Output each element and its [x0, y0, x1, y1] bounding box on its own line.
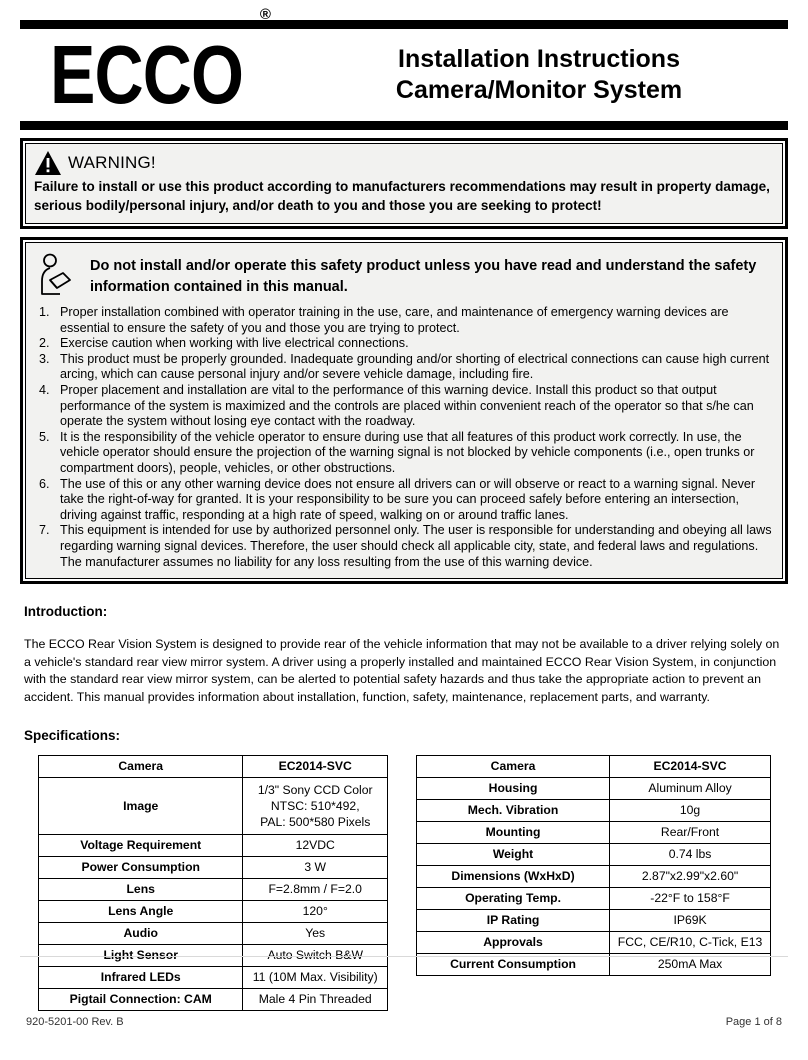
- table-cell-key: Weight: [417, 844, 610, 866]
- table-cell-key: Pigtail Connection: CAM: [39, 989, 243, 1011]
- safety-list-item: Exercise caution when working with live electrical connections.: [60, 336, 409, 351]
- table-cell-value: 2.87"x2.99"x2.60": [610, 866, 771, 888]
- safety-heading: Do not install and/or operate this safety product unless you have read and understand the safety information contained in this manual.: [90, 258, 757, 295]
- table-cell-value: 120°: [243, 901, 388, 923]
- table-cell-value: Aluminum Alloy: [610, 778, 771, 800]
- document-header: [20, 6, 788, 121]
- table-row: [417, 778, 771, 800]
- table-cell-value: 1/3" Sony CCD Color NTSC: 510*492, PAL: 500*580 Pixels: [243, 778, 388, 835]
- table-row: [39, 989, 388, 1011]
- table-cell-key: IP Rating: [417, 910, 610, 932]
- table-row: [417, 932, 771, 954]
- warning-panel: [20, 138, 788, 229]
- table-cell-key: Mounting: [417, 822, 610, 844]
- title-line-1: Installation Instructions: [398, 45, 680, 73]
- table-row: [39, 879, 388, 901]
- table-cell-key: Approvals: [417, 932, 610, 954]
- header-bottom-rule: [20, 121, 788, 130]
- table-cell-key: Operating Temp.: [417, 888, 610, 910]
- safety-list: [34, 305, 774, 570]
- table-cell-value: Rear/Front: [610, 822, 771, 844]
- safety-list-item: This equipment is intended for use by authorized personnel only. The user is responsible for understanding and obeying all laws regarding warning signal devices. Therefore, the user should check all applicable city, state, and federal laws and regulations. The manufacturer assumes no liability for any loss resulting from the use of this warning device.: [60, 523, 772, 569]
- specifications-heading: Specifications:: [24, 728, 121, 744]
- safety-list-item: This product must be properly grounded. Inadequate grounding and/or shorting of electrical connections can cause high current arcing, which can cause personal injury and/or severe vehicle damage, including fire.: [60, 351, 770, 382]
- logo-wordmark: ECCO: [50, 27, 244, 121]
- table-cell-value: IP69K: [610, 910, 771, 932]
- page-title: [322, 44, 786, 106]
- right-spec-table: [416, 755, 771, 976]
- table-row: [39, 901, 388, 923]
- safety-list-item: Proper installation combined with operator training in the use, care, and maintenance of emergency warning devices are essential to ensure the safety of you and those you are trying to protect.: [60, 305, 729, 335]
- table-cell-key: Housing: [417, 778, 610, 800]
- page-number: Page 1 of 8: [725, 1016, 782, 1028]
- table-cell-value: 11 (10M Max. Visibility): [243, 967, 388, 989]
- table-row: [417, 866, 771, 888]
- warning-label: WARNING!: [68, 153, 156, 172]
- safety-list-item: Proper placement and installation are vital to the performance of this warning device. Install this product so that output performance of the system is maximized and the controls are placed within convenient reach of the operator so that s/he can operate the system without losing eye contact with the roadway.: [60, 382, 754, 429]
- table-cell-key: Lens: [39, 879, 243, 901]
- table-cell-value: Yes: [243, 923, 388, 945]
- table-cell-key: Lens Angle: [39, 901, 243, 923]
- table-row: [39, 967, 388, 989]
- table-cell-key: Audio: [39, 923, 243, 945]
- table-cell-value: 12VDC: [243, 835, 388, 857]
- table-cell-key: Current Consumption: [417, 954, 610, 976]
- left-spec-table-body: [39, 756, 388, 1011]
- table-header-row: [417, 756, 771, 778]
- left-spec-table: [38, 755, 388, 1011]
- table-row: [39, 923, 388, 945]
- table-row: [417, 822, 771, 844]
- page-footer: [20, 1016, 788, 1028]
- title-line-2: Camera/Monitor System: [395, 76, 683, 104]
- table-cell-key: Dimensions (WxHxD): [417, 866, 610, 888]
- table-header-row: [39, 756, 388, 778]
- warning-triangle-icon: [34, 150, 62, 176]
- table-row: [417, 800, 771, 822]
- table-row: [417, 888, 771, 910]
- table-cell-value: 250mA Max: [610, 954, 771, 976]
- registered-trademark-icon: ®: [259, 6, 271, 23]
- read-manual-icon: [38, 253, 72, 299]
- right-spec-table-wrap: [416, 755, 771, 1011]
- table-cell-key: Mech. Vibration: [417, 800, 610, 822]
- warning-header: [34, 150, 774, 176]
- table-cell-value: FCC, CE/R10, C-Tick, E13: [610, 932, 771, 954]
- table-header-cell: Camera: [417, 756, 610, 778]
- table-row: [417, 844, 771, 866]
- table-cell-value: 10g: [610, 800, 771, 822]
- specifications-tables: [20, 755, 788, 1011]
- safety-list-item: The use of this or any other warning device does not ensure all drivers can or will observe or react to a warning signal. Never take the right-of-way for granted. It is your responsibility to be sure you can proceed safely before entering an intersection, driving against traffic, responding at a high rate of speed, walking on or around traffic lanes.: [60, 476, 756, 522]
- table-cell-key: Power Consumption: [39, 857, 243, 879]
- table-cell-value: Male 4 Pin Threaded: [243, 989, 388, 1011]
- table-cell-value: F=2.8mm / F=2.0: [243, 879, 388, 901]
- left-spec-table-wrap: [38, 755, 388, 1011]
- table-cell-value: -22°F to 158°F: [610, 888, 771, 910]
- safety-list-item: It is the responsibility of the vehicle operator to ensure during use that all features of this product work correctly. In use, the vehicle operator should ensure the projection of the warning signal is not blocked by vehicle components (i.e., open trunks or compartment doors), people, vehicles, or other obstructions.: [60, 429, 755, 475]
- table-cell-key: Infrared LEDs: [39, 967, 243, 989]
- safety-header: [34, 249, 774, 305]
- table-cell-value: 0.74 lbs: [610, 844, 771, 866]
- right-spec-table-body: [417, 756, 771, 976]
- table-cell-key: Voltage Requirement: [39, 835, 243, 857]
- table-header-cell: Camera: [39, 756, 243, 778]
- footer-divider: [20, 956, 788, 957]
- table-header-cell: EC2014-SVC: [243, 756, 388, 778]
- table-row: [39, 778, 388, 835]
- table-header-cell: EC2014-SVC: [610, 756, 771, 778]
- ecco-logo: [22, 6, 322, 121]
- safety-panel: [20, 237, 788, 584]
- table-cell-value: 3 W: [243, 857, 388, 879]
- warning-body-text: Failure to install or use this product according to manufacturers recommendations may result in property damage, serious bodily/personal injury, and/or death to you and those you are seeking to protect!: [34, 179, 770, 213]
- introduction-heading: Introduction:: [24, 604, 108, 620]
- table-row: [417, 910, 771, 932]
- table-cell-key: Image: [39, 778, 243, 835]
- introduction-body: The ECCO Rear Vision System is designed to provide rear of the vehicle information that may not be available to a driver relying solely on a vehicle's standard rear view mirror system. A driver using a properly installed and maintained ECCO Rear Vision System, in conjunction with the standard rear view mirror system, can be alerted to potential safety hazards and thus take the appropriate action to prevent an accident. This manual provides information about installation, function, safety, maintenance, replacement parts, and warranty.: [24, 637, 780, 704]
- table-row: [39, 857, 388, 879]
- table-row: [39, 835, 388, 857]
- document-number: 920-5201-00 Rev. B: [26, 1016, 124, 1028]
